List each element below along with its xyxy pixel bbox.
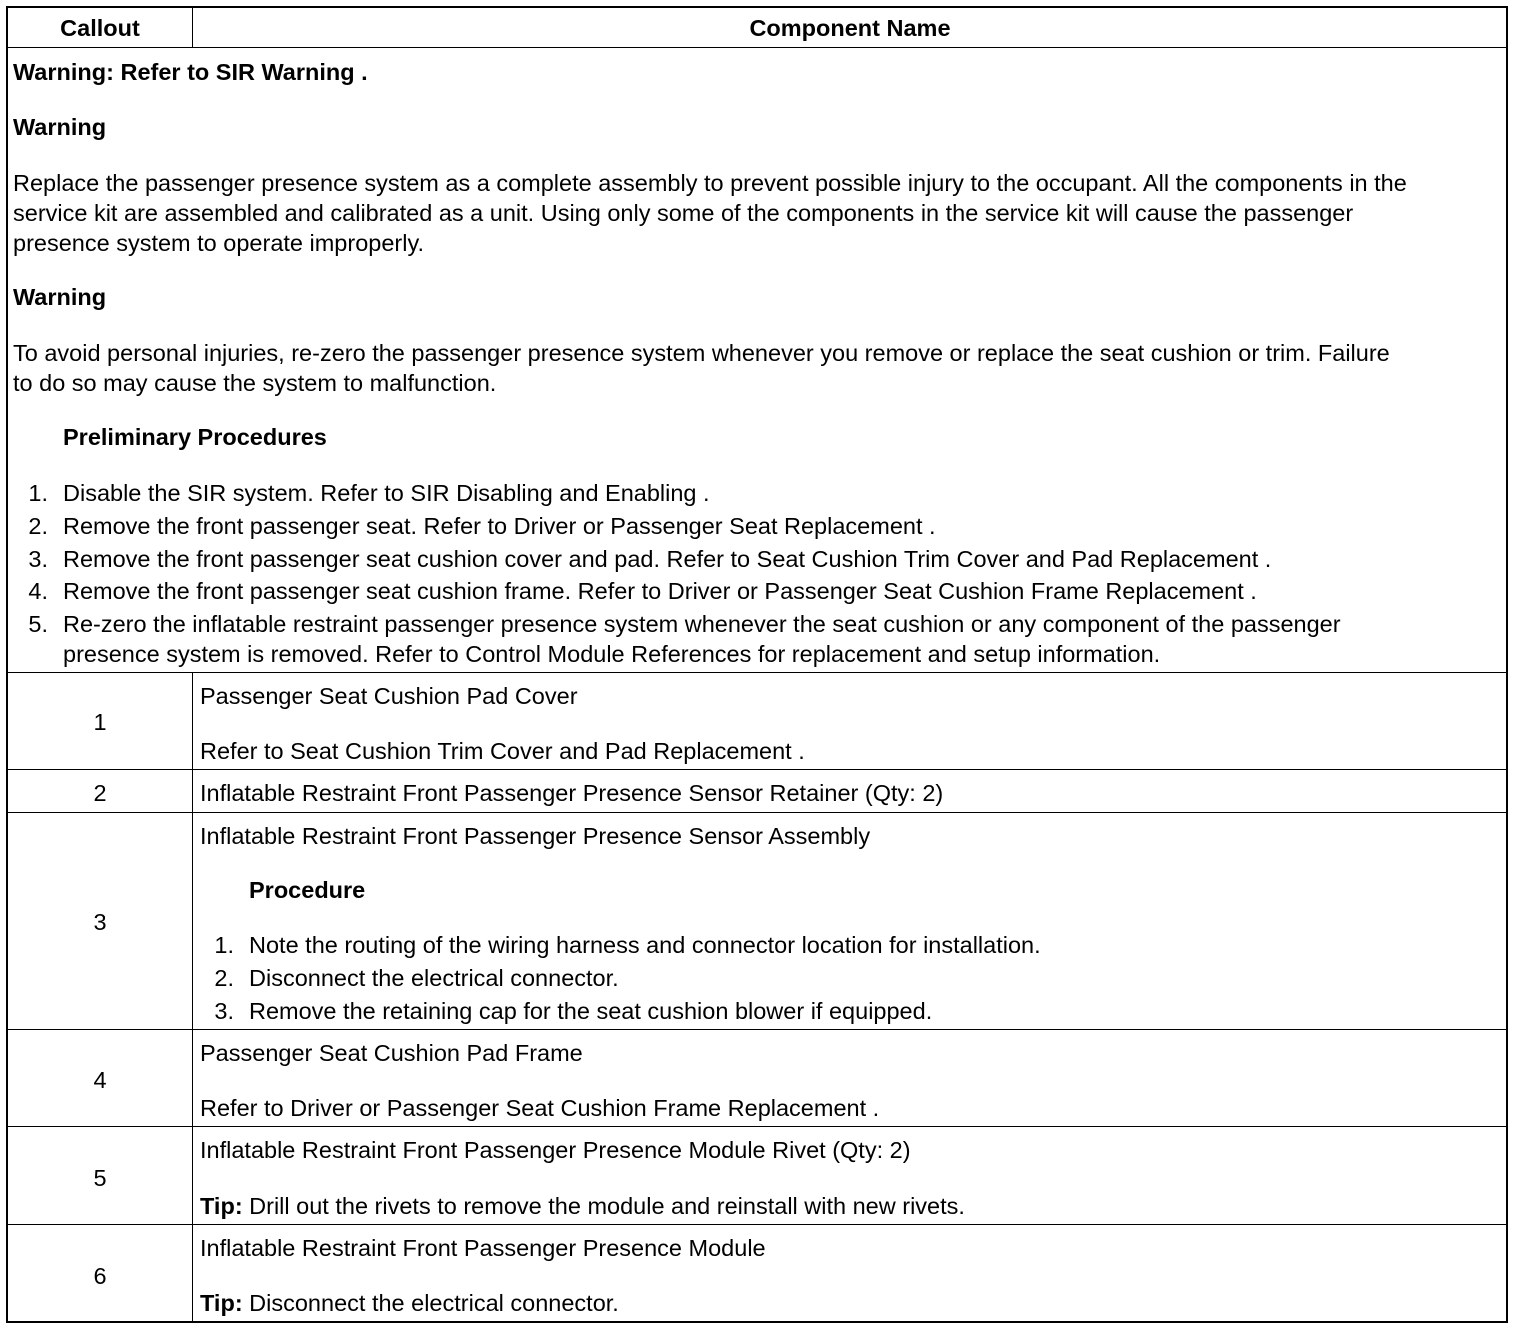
row-divider <box>8 1224 1506 1225</box>
component-name: Inflatable Restraint Front Passenger Presence Sensor Retainer (Qty: 2) <box>200 780 944 806</box>
step-text: Disconnect the electrical connector. <box>249 965 619 991</box>
callout-number: 5 <box>93 1165 107 1191</box>
tip-text: Drill out the rivets to remove the module and reinstall with new rivets. <box>242 1193 965 1219</box>
callout-number: 1 <box>93 709 107 735</box>
procedure-title: Procedure <box>249 877 366 903</box>
step-number: 4. <box>28 578 48 604</box>
row-divider <box>8 1029 1506 1030</box>
header-callout: Callout <box>60 15 140 41</box>
callout-number: 6 <box>93 1263 107 1289</box>
component-note: Refer to Driver or Passenger Seat Cushion Frame Replacement . <box>200 1095 880 1121</box>
warning-text: presence system to operate improperly. <box>13 230 424 256</box>
component-name: Passenger Seat Cushion Pad Frame <box>200 1040 583 1066</box>
step-text: Remove the front passenger seat. Refer to Driver or Passenger Seat Replacement . <box>63 513 936 539</box>
step-number: 3. <box>28 546 48 572</box>
intro-divider <box>8 672 1506 673</box>
warning-text: Replace the passenger presence system as a complete assembly to prevent possible injury to the occupant. All the components in the <box>13 170 1407 196</box>
step-text: Remove the front passenger seat cushion cover and pad. Refer to Seat Cushion Trim Cover and Pad Replacement . <box>63 546 1272 572</box>
step-number: 3. <box>214 998 234 1024</box>
component-name: Passenger Seat Cushion Pad Cover <box>200 683 578 709</box>
warning-text: to do so may cause the system to malfunction. <box>13 370 497 396</box>
warning-title: Warning <box>13 284 107 310</box>
warning-text: service kit are assembled and calibrated as a unit. Using only some of the components in the service kit will cause the passenger <box>13 200 1354 226</box>
step-text: Re-zero the inflatable restraint passenger presence system whenever the seat cushion or any component of the passenger <box>63 611 1341 637</box>
column-divider <box>192 8 193 48</box>
procedures-title: Preliminary Procedures <box>63 424 327 450</box>
step-text: presence system is removed. Refer to Control Module References for replacement and setup information. <box>63 641 1161 667</box>
callout-number: 3 <box>93 909 107 935</box>
warning-title: Warning <box>13 114 107 140</box>
component-name: Inflatable Restraint Front Passenger Presence Module <box>200 1235 766 1261</box>
step-number: 2. <box>214 965 234 991</box>
step-number: 2. <box>28 513 48 539</box>
sir-warning: Warning: Refer to SIR Warning . <box>13 59 368 85</box>
step-text: Disable the SIR system. Refer to SIR Disabling and Enabling . <box>63 480 710 506</box>
tip-label: Tip: <box>200 1290 243 1316</box>
column-divider <box>192 672 193 1323</box>
header-divider <box>8 47 1506 48</box>
component-note: Refer to Seat Cushion Trim Cover and Pad Replacement . <box>200 738 805 764</box>
tip-label: Tip: <box>200 1193 243 1219</box>
callout-number: 4 <box>93 1067 107 1093</box>
component-table <box>6 6 1508 1323</box>
step-text: Remove the front passenger seat cushion frame. Refer to Driver or Passenger Seat Cushion Frame Replacement . <box>63 578 1257 604</box>
component-tip <box>200 1289 619 1317</box>
header-component-name: Component Name <box>749 15 951 41</box>
step-number: 5. <box>28 611 48 637</box>
tip-text: Disconnect the electrical connector. <box>242 1290 619 1316</box>
callout-number: 2 <box>93 780 107 806</box>
row-divider <box>8 812 1506 813</box>
component-name: Inflatable Restraint Front Passenger Presence Module Rivet (Qty: 2) <box>200 1137 911 1163</box>
step-number: 1. <box>28 480 48 506</box>
row-divider <box>8 769 1506 770</box>
step-text: Remove the retaining cap for the seat cushion blower if equipped. <box>249 998 933 1024</box>
step-number: 1. <box>214 932 234 958</box>
component-tip <box>200 1192 965 1220</box>
component-name: Inflatable Restraint Front Passenger Presence Sensor Assembly <box>200 823 871 849</box>
row-divider <box>8 1126 1506 1127</box>
step-text: Note the routing of the wiring harness and connector location for installation. <box>249 932 1041 958</box>
warning-text: To avoid personal injuries, re-zero the passenger presence system whenever you remove or replace the seat cushion or trim. Failure <box>13 340 1390 366</box>
